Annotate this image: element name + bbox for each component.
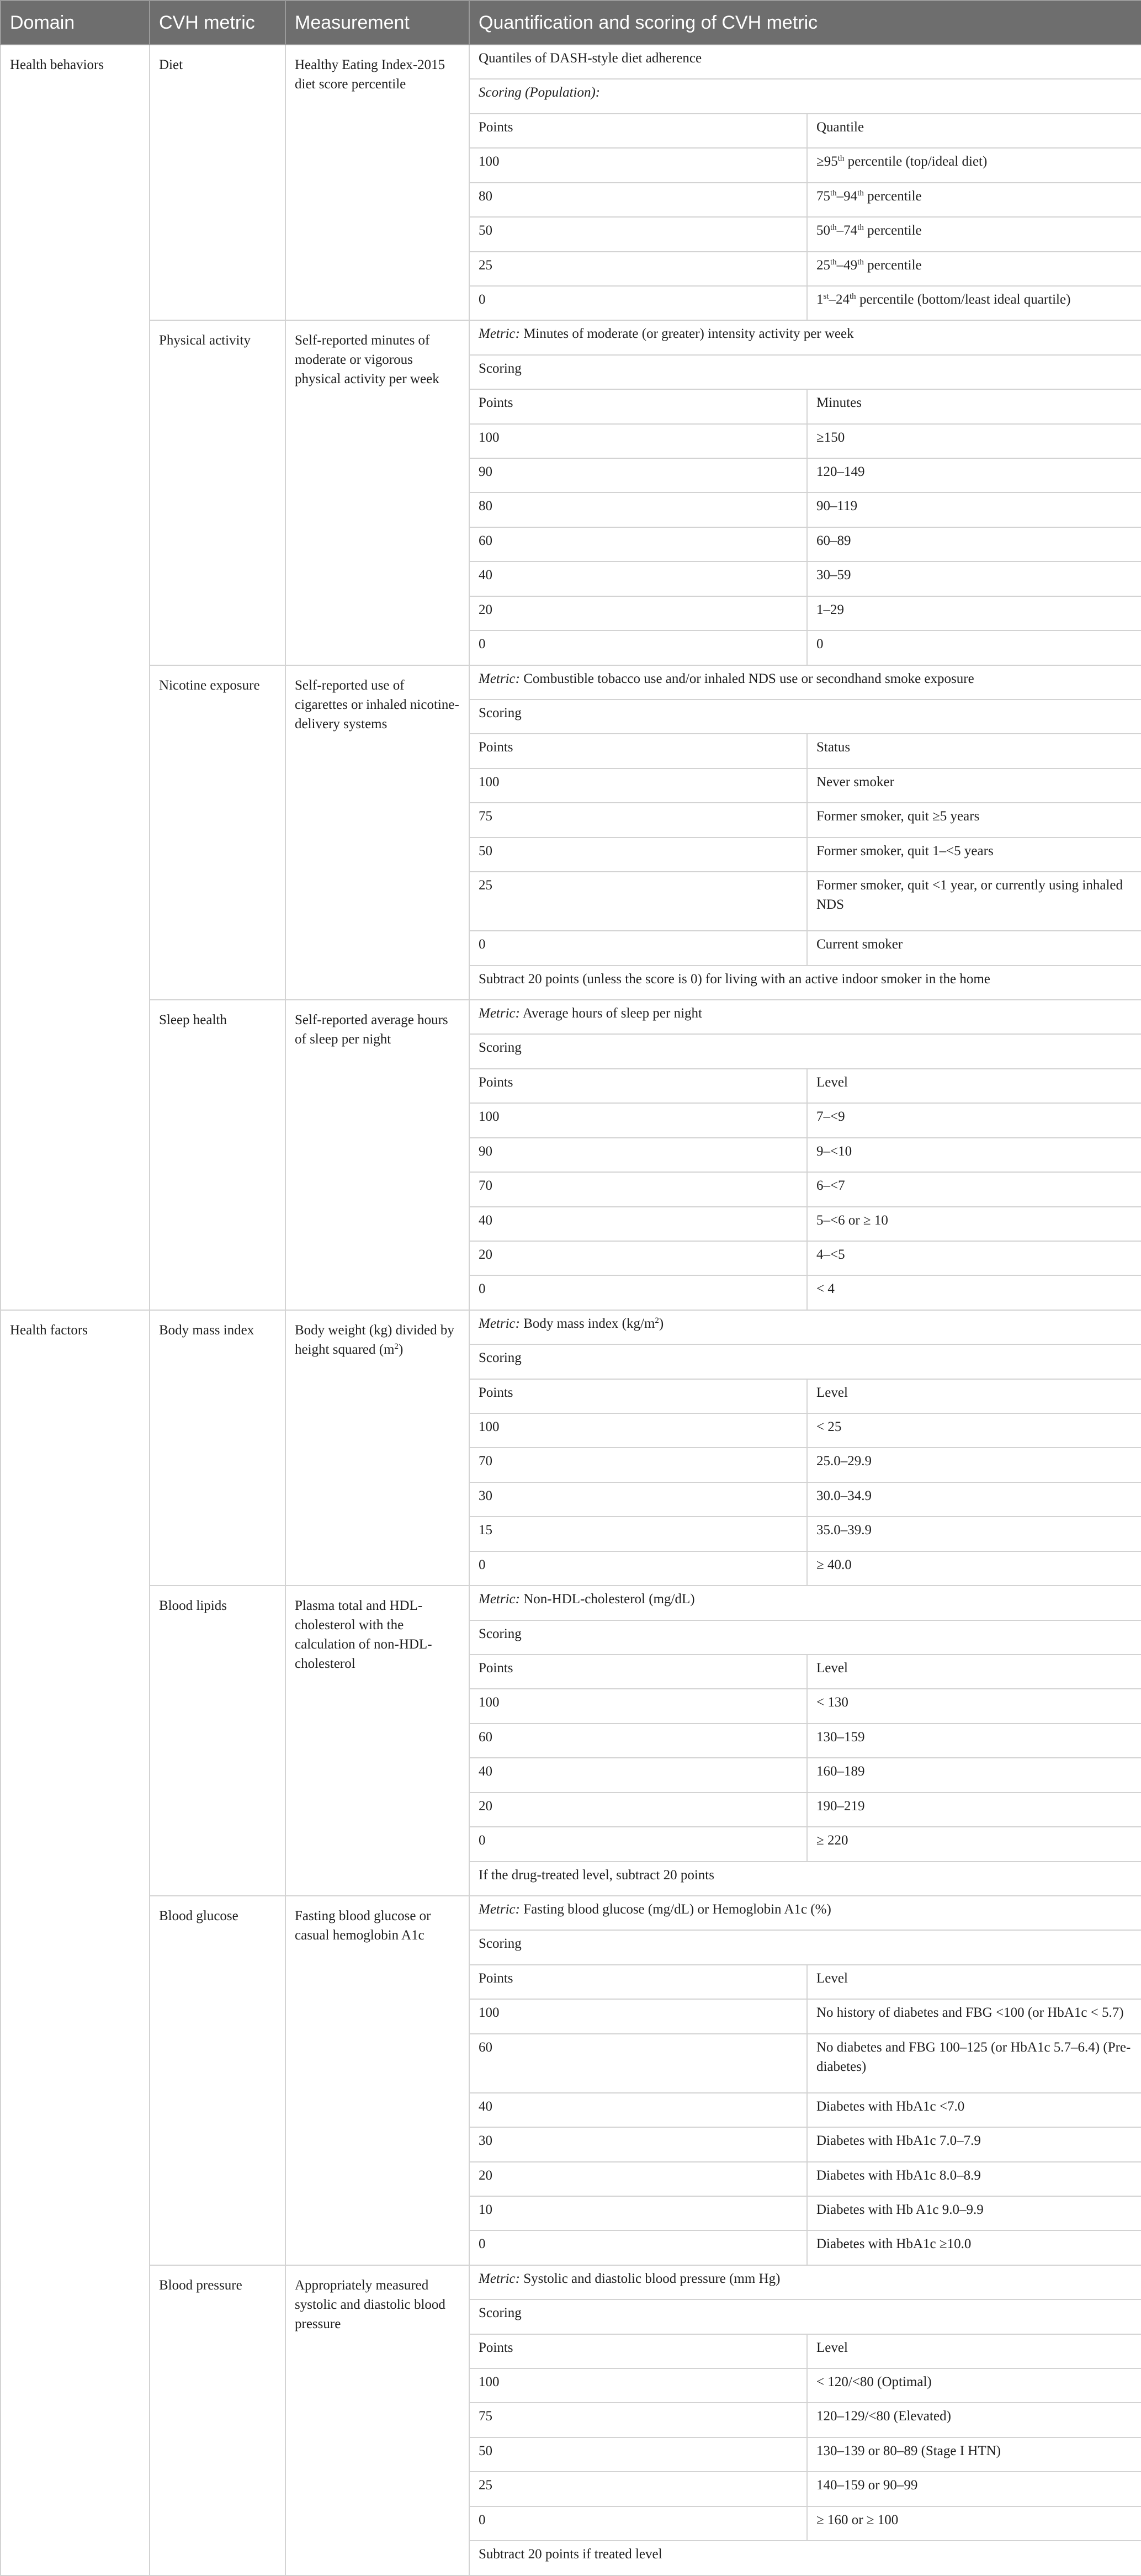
metric-label: Metric: xyxy=(479,1592,520,1607)
points-cell: 50 xyxy=(469,217,807,251)
level-cell xyxy=(807,768,1141,803)
metric-definition-end: ) xyxy=(659,1316,664,1331)
points-cell: 100 xyxy=(469,148,807,182)
level-cell xyxy=(807,838,1141,872)
level-text: 130–139 or 80–89 (Stage I HTN) xyxy=(816,2443,1001,2458)
points-cell: 20 xyxy=(469,2162,807,2196)
level-cell xyxy=(807,2196,1141,2230)
level-cell xyxy=(807,1758,1141,1792)
level-text: 190–219 xyxy=(816,1798,865,1814)
level-text: ≥ 40.0 xyxy=(816,1557,852,1572)
metric-definition-cell xyxy=(469,1586,1141,1620)
metric-cell: Blood lipids xyxy=(150,1586,285,1896)
level-text: No history of diabetes and FBG <100 (or HbA1c < 5.7) xyxy=(816,2005,1124,2021)
level-column-label: Level xyxy=(807,1965,1141,1999)
measurement-cell xyxy=(285,1000,469,1310)
level-cell xyxy=(807,424,1141,458)
level-column-label: Quantile xyxy=(807,114,1141,148)
level-text: percentile xyxy=(863,223,922,238)
points-cell: 50 xyxy=(469,838,807,872)
level-cell xyxy=(807,492,1141,527)
points-cell: 25 xyxy=(469,252,807,286)
level-cell xyxy=(807,1551,1141,1586)
points-cell: 25 xyxy=(469,872,807,931)
metric-definition-text: Non-HDL-cholesterol (mg/dL) xyxy=(519,1592,695,1607)
superscript: th xyxy=(850,291,856,301)
metric-definition-text: Scoring xyxy=(479,1626,522,1641)
points-cell: 50 xyxy=(469,2437,807,2472)
metric-definition-text: Scoring xyxy=(479,706,522,721)
points-cell: 0 xyxy=(469,286,807,320)
level-cell xyxy=(807,872,1141,931)
level-text: Diabetes with Hb A1c 9.0–9.9 xyxy=(816,2202,984,2217)
level-cell xyxy=(807,527,1141,561)
level-cell xyxy=(807,1413,1141,1448)
level-cell xyxy=(807,148,1141,182)
domain-cell: Health behaviors xyxy=(1,45,150,1310)
level-text: 0 xyxy=(816,637,824,652)
level-cell xyxy=(807,1207,1141,1241)
points-cell: 70 xyxy=(469,1448,807,1482)
level-text: –74 xyxy=(836,223,858,238)
level-text: Never smoker xyxy=(816,774,894,789)
level-cell xyxy=(807,183,1141,217)
points-cell: 100 xyxy=(469,1999,807,2033)
points-cell: 100 xyxy=(469,1689,807,1723)
measurement-text: Self-reported use of cigarettes or inhaled nicotine-delivery systems xyxy=(295,677,459,732)
metric-cell: Nicotine exposure xyxy=(150,665,285,1000)
level-cell xyxy=(807,1275,1141,1310)
points-cell: 0 xyxy=(469,931,807,965)
metric-definition-cell xyxy=(469,1930,1141,1964)
points-column-label: Points xyxy=(469,389,807,423)
metric-definition-text: Average hours of sleep per night xyxy=(519,1005,702,1021)
points-cell: 10 xyxy=(469,2196,807,2230)
level-cell xyxy=(807,1689,1141,1723)
metric-definition-cell xyxy=(469,1620,1141,1655)
level-cell xyxy=(807,803,1141,837)
metric-cell: Blood pressure xyxy=(150,2265,285,2575)
superscript: th xyxy=(857,223,864,232)
metric-label: Metric: xyxy=(479,1901,520,1917)
level-text: Diabetes with HbA1c <7.0 xyxy=(816,2098,965,2114)
level-text: percentile xyxy=(863,257,922,273)
level-text: 30–59 xyxy=(816,568,851,583)
measurement-cell xyxy=(285,1586,469,1896)
adjustment-note: Subtract 20 points (unless the score is 0) for living with an active indoor smoker in the home xyxy=(469,966,1141,1000)
points-cell: 60 xyxy=(469,527,807,561)
points-cell: 80 xyxy=(469,492,807,527)
level-text: 75 xyxy=(816,188,830,204)
metric-cell: Body mass index xyxy=(150,1310,285,1586)
level-text: 7–<9 xyxy=(816,1109,845,1125)
header-cvh-metric: CVH metric xyxy=(150,1,285,45)
superscript: 2 xyxy=(655,1316,659,1325)
points-cell: 100 xyxy=(469,768,807,803)
adjustment-note: If the drug-treated level, subtract 20 points xyxy=(469,1862,1141,1896)
points-cell: 0 xyxy=(469,1827,807,1861)
level-column-label: Level xyxy=(807,1069,1141,1103)
points-cell: 90 xyxy=(469,458,807,492)
measurement-text: Healthy Eating Index-2015 diet score percentile xyxy=(295,57,445,92)
metric-definition-text: Fasting blood glucose (mg/dL) or Hemoglobin A1c (%) xyxy=(519,1901,831,1917)
superscript: th xyxy=(830,188,837,198)
metric-definition-text: Systolic and diastolic blood pressure (mm Hg) xyxy=(519,2271,781,2286)
points-cell: 30 xyxy=(469,2127,807,2161)
table-row xyxy=(1,1586,1141,1620)
metric-label: Metric: xyxy=(479,326,520,342)
metric-definition-cell xyxy=(469,665,1141,699)
points-cell: 60 xyxy=(469,1724,807,1758)
metric-label: Metric: xyxy=(479,671,520,686)
points-cell: 25 xyxy=(469,2472,807,2506)
superscript: st xyxy=(823,291,829,301)
measurement-text: Appropriately measured systolic and diastolic blood pressure xyxy=(295,2277,445,2331)
metric-definition-text: Minutes of moderate (or greater) intensity activity per week xyxy=(519,326,854,342)
points-cell: 0 xyxy=(469,1551,807,1586)
level-cell xyxy=(807,2093,1141,2127)
points-column-label: Points xyxy=(469,114,807,148)
metric-definition-cell xyxy=(469,2299,1141,2334)
level-text: 50 xyxy=(816,223,830,238)
level-text: 120–149 xyxy=(816,464,865,480)
metric-definition-text: Scoring xyxy=(479,1350,522,1366)
points-column-label: Points xyxy=(469,1965,807,1999)
points-cell: 0 xyxy=(469,630,807,665)
metric-cell: Blood glucose xyxy=(150,1896,285,2265)
level-text: –94 xyxy=(836,188,858,204)
metric-definition-text: Scoring xyxy=(479,2305,522,2321)
level-cell xyxy=(807,217,1141,251)
metric-definition-cell xyxy=(469,79,1141,113)
level-column-label: Level xyxy=(807,2334,1141,2368)
points-cell: 90 xyxy=(469,1138,807,1172)
level-text: 9–<10 xyxy=(816,1143,852,1159)
level-column-label: Level xyxy=(807,1655,1141,1689)
metric-definition-text: Scoring xyxy=(479,1936,522,1952)
superscript: th xyxy=(857,257,864,267)
level-cell xyxy=(807,2162,1141,2196)
level-text: 120–129/<80 (Elevated) xyxy=(816,2409,951,2424)
points-column-label: Points xyxy=(469,1069,807,1103)
points-cell: 70 xyxy=(469,1172,807,1206)
metric-cell: Sleep health xyxy=(150,1000,285,1310)
level-cell xyxy=(807,2368,1141,2403)
adjustment-note: Subtract 20 points if treated level xyxy=(469,2541,1141,2575)
level-column-label: Minutes xyxy=(807,389,1141,423)
measurement-text: Fasting blood glucose or casual hemoglobin A1c xyxy=(295,1908,431,1943)
level-cell xyxy=(807,1793,1141,1827)
measurement-cell xyxy=(285,1310,469,1586)
points-cell: 75 xyxy=(469,2403,807,2437)
metric-definition-cell xyxy=(469,699,1141,734)
points-cell: 100 xyxy=(469,424,807,458)
metric-label: Metric: xyxy=(479,2271,520,2286)
level-column-label: Level xyxy=(807,1379,1141,1413)
points-column-label: Points xyxy=(469,1379,807,1413)
superscript: th xyxy=(837,154,845,163)
table-row xyxy=(1,2265,1141,2299)
measurement-text: Self-reported average hours of sleep per night xyxy=(295,1012,448,1047)
metric-definition-text: Quantiles of DASH-style diet adherence xyxy=(479,51,702,66)
metric-label: Metric: xyxy=(479,1316,520,1331)
points-cell: 0 xyxy=(469,2506,807,2541)
metric-definition-cell xyxy=(469,1034,1141,1068)
level-cell xyxy=(807,458,1141,492)
measurement-cell xyxy=(285,665,469,1000)
header-domain: Domain xyxy=(1,1,150,45)
level-text: percentile (top/ideal diet) xyxy=(844,154,988,169)
level-text: ≥ 220 xyxy=(816,1833,848,1848)
level-text: Former smoker, quit <1 year, or currently using inhaled NDS xyxy=(816,878,1123,913)
metric-definition-text: Scoring (Population): xyxy=(479,85,601,100)
level-cell xyxy=(807,1241,1141,1275)
header-quantification: Quantification and scoring of CVH metric xyxy=(469,1,1141,45)
metric-definition-text: Scoring xyxy=(479,361,522,376)
metric-definition-text: Combustible tobacco use and/or inhaled NDS use or secondhand smoke exposure xyxy=(519,671,974,686)
metric-definition-cell xyxy=(469,320,1141,354)
metric-definition-cell xyxy=(469,1310,1141,1344)
table-body xyxy=(1,45,1141,2575)
level-cell xyxy=(807,1482,1141,1517)
points-cell: 0 xyxy=(469,1275,807,1310)
metric-definition-cell xyxy=(469,1344,1141,1379)
points-cell: 20 xyxy=(469,1793,807,1827)
table-row xyxy=(1,1000,1141,1034)
level-text: 6–<7 xyxy=(816,1178,845,1194)
superscript: 2 xyxy=(394,1342,399,1351)
points-cell: 15 xyxy=(469,1517,807,1551)
level-text: < 120/<80 (Optimal) xyxy=(816,2374,932,2390)
level-cell xyxy=(807,1827,1141,1861)
level-text: 5–<6 or ≥ 10 xyxy=(816,1212,888,1228)
level-text: ≥95 xyxy=(816,154,838,169)
level-text: < 4 xyxy=(816,1281,835,1297)
level-cell xyxy=(807,1138,1141,1172)
level-text: 130–159 xyxy=(816,1729,865,1745)
level-text: 25 xyxy=(816,257,830,273)
metric-definition-text: Scoring xyxy=(479,1040,522,1056)
level-cell xyxy=(807,596,1141,630)
metric-cell: Physical activity xyxy=(150,320,285,665)
points-column-label: Points xyxy=(469,2334,807,2368)
level-text: < 25 xyxy=(816,1419,842,1435)
measurement-text: Plasma total and HDL-cholesterol with the calculation of non-HDL-cholesterol xyxy=(295,1598,432,1672)
table-row xyxy=(1,320,1141,354)
points-cell: 40 xyxy=(469,1207,807,1241)
level-cell xyxy=(807,1448,1141,1482)
level-text: Diabetes with HbA1c 8.0–8.9 xyxy=(816,2167,981,2183)
superscript: th xyxy=(830,223,837,232)
points-cell: 20 xyxy=(469,1241,807,1275)
level-text: percentile (bottom/least ideal quartile) xyxy=(856,291,1071,307)
points-cell: 100 xyxy=(469,2368,807,2403)
level-text: No diabetes and FBG 100–125 (or HbA1c 5.7–6.4) (Pre-diabetes) xyxy=(816,2039,1131,2074)
level-text: Diabetes with HbA1c ≥10.0 xyxy=(816,2236,972,2252)
level-text: –49 xyxy=(836,257,858,273)
metric-cell: Diet xyxy=(150,45,285,320)
level-cell xyxy=(807,2403,1141,2437)
measurement-cell xyxy=(285,320,469,665)
superscript: th xyxy=(857,188,864,198)
level-text: 35.0–39.9 xyxy=(816,1523,872,1538)
measurement-cell xyxy=(285,2265,469,2575)
level-text: < 130 xyxy=(816,1695,848,1710)
level-text: 160–189 xyxy=(816,1764,865,1779)
points-cell: 30 xyxy=(469,1482,807,1517)
points-column-label: Points xyxy=(469,1655,807,1689)
level-text: 4–<5 xyxy=(816,1247,845,1262)
superscript: th xyxy=(830,257,837,267)
level-text: Diabetes with HbA1c 7.0–7.9 xyxy=(816,2133,981,2149)
header-measurement: Measurement xyxy=(285,1,469,45)
level-cell xyxy=(807,2472,1141,2506)
points-cell: 40 xyxy=(469,561,807,596)
points-cell: 80 xyxy=(469,183,807,217)
level-text: Former smoker, quit 1–<5 years xyxy=(816,843,994,858)
level-cell xyxy=(807,2034,1141,2093)
table-row xyxy=(1,45,1141,79)
level-text: 60–89 xyxy=(816,533,851,548)
level-cell xyxy=(807,1172,1141,1206)
points-cell: 40 xyxy=(469,1758,807,1792)
level-text: 30.0–34.9 xyxy=(816,1488,872,1503)
metric-definition-cell xyxy=(469,45,1141,79)
measurement-text: Body weight (kg) divided by height squared (m xyxy=(295,1322,454,1357)
level-cell xyxy=(807,252,1141,286)
measurement-text: Self-reported minutes of moderate or vigorous physical activity per week xyxy=(295,333,439,387)
metric-label: Metric: xyxy=(479,1005,520,1021)
level-text: Current smoker xyxy=(816,937,903,952)
measurement-text-end: ) xyxy=(399,1342,404,1357)
level-text: ≥ 160 or ≥ 100 xyxy=(816,2512,899,2527)
level-cell xyxy=(807,2437,1141,2472)
level-column-label: Status xyxy=(807,734,1141,768)
metric-definition-cell xyxy=(469,1000,1141,1034)
level-text: ≥150 xyxy=(816,430,845,445)
points-column-label: Points xyxy=(469,734,807,768)
level-cell xyxy=(807,2506,1141,2541)
level-cell xyxy=(807,931,1141,965)
points-cell: 20 xyxy=(469,596,807,630)
level-cell xyxy=(807,2127,1141,2161)
level-cell xyxy=(807,1724,1141,1758)
level-cell xyxy=(807,561,1141,596)
table-header-row xyxy=(1,1,1141,45)
metric-definition-cell xyxy=(469,355,1141,389)
level-cell xyxy=(807,286,1141,320)
points-cell: 40 xyxy=(469,2093,807,2127)
table-row xyxy=(1,1896,1141,1930)
table-row xyxy=(1,1310,1141,1344)
level-text: 1–29 xyxy=(816,602,844,617)
level-text: Former smoker, quit ≥5 years xyxy=(816,809,980,824)
points-cell: 75 xyxy=(469,803,807,837)
metric-definition-cell xyxy=(469,1896,1141,1930)
metric-definition-cell xyxy=(469,2265,1141,2299)
level-text: –24 xyxy=(829,291,850,307)
points-cell: 60 xyxy=(469,2034,807,2093)
table-row xyxy=(1,665,1141,699)
level-text: 1 xyxy=(816,291,824,307)
measurement-cell xyxy=(285,1896,469,2265)
points-cell: 100 xyxy=(469,1103,807,1137)
metric-definition-text: Body mass index (kg/m xyxy=(519,1316,655,1331)
level-cell xyxy=(807,2230,1141,2265)
level-text: 140–159 or 90–99 xyxy=(816,2478,918,2493)
level-cell xyxy=(807,1103,1141,1137)
level-text: 90–119 xyxy=(816,499,858,514)
points-cell: 100 xyxy=(469,1413,807,1448)
level-text: percentile xyxy=(863,188,922,204)
measurement-cell xyxy=(285,45,469,320)
level-text: 25.0–29.9 xyxy=(816,1454,872,1469)
domain-cell: Health factors xyxy=(1,1310,150,2575)
points-cell: 0 xyxy=(469,2230,807,2265)
level-cell xyxy=(807,1517,1141,1551)
level-cell xyxy=(807,1999,1141,2033)
level-cell xyxy=(807,630,1141,665)
